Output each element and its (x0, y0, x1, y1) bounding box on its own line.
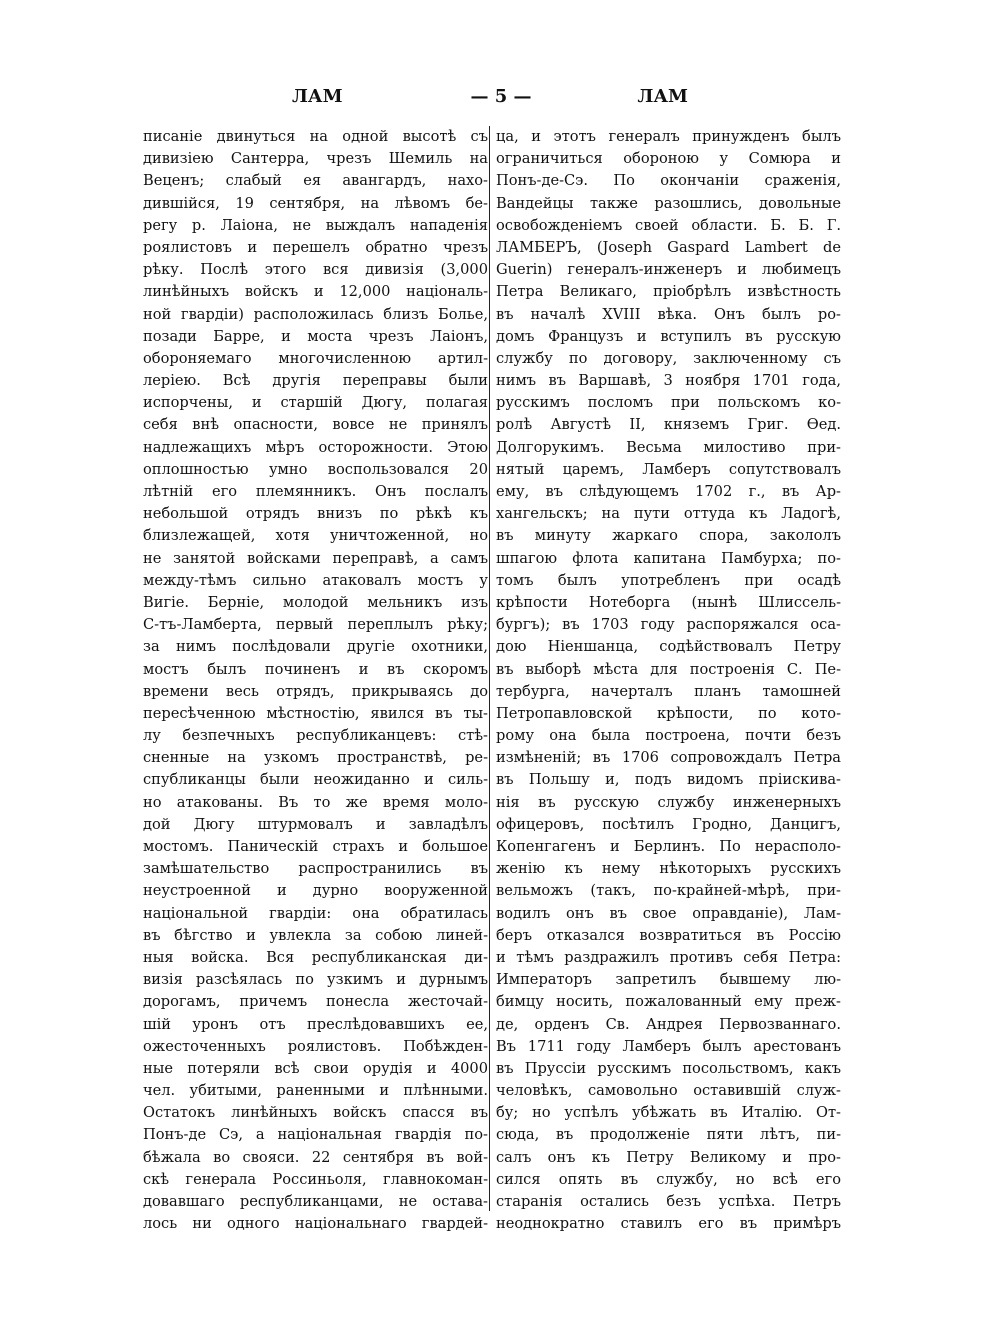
text-line: въ минуту жаркаго спора, закололъ (496, 527, 841, 545)
text-line: Долгорукимъ. Весьма милостиво при- (496, 438, 841, 456)
text-line: крѣпости Нотеборга (нынѣ Шлиссель- (496, 593, 841, 611)
text-line: офицеровъ, посѣтилъ Гродно, Данцигъ, (496, 815, 841, 833)
text-line: бимцу носить, пожалованный ему преж- (496, 993, 841, 1011)
text-line: Остатокъ линѣйныхъ войскъ спасся въ (143, 1104, 488, 1122)
text-line: въ началѣ XVIII вѣка. Онъ былъ ро- (496, 305, 841, 323)
text-line: обороняемаго многочисленною артил- (143, 349, 488, 367)
text-line: но атакованы. Въ то же время моло- (143, 793, 488, 811)
text-line: дивизіею Сантерра, чрезъ Шемиль на (143, 150, 488, 168)
text-line: времени весь отрядъ, прикрываясь до (143, 682, 488, 700)
text-line: дою Ніеншанца, содѣйствовалъ Петру (496, 638, 841, 656)
text-line: неустроенной и дурно вооруженной (143, 882, 488, 900)
text-line: ныя войска. Вся республиканская ди- (143, 948, 488, 966)
text-line: Вигіе. Берніе, молодой мельникъ изъ (143, 593, 488, 611)
text-line: ограничиться обороною у Сомюра и (496, 150, 841, 168)
text-line: позади Барре, и моста чрезъ Лаіонъ, (143, 327, 488, 345)
text-line: спубликанцы были неожиданно и силь- (143, 771, 488, 789)
text-line: бу; но успѣлъ убѣжать въ Италію. От- (496, 1104, 841, 1122)
text-line: дой Дюгу штурмовалъ и завладѣлъ (143, 815, 488, 833)
text-line: салъ онъ къ Петру Великому и про- (496, 1148, 841, 1166)
text-line: Копенгагенъ и Берлинъ. По нерасполо- (496, 838, 841, 855)
text-line: мостъ былъ починенъ и въ скоромъ (143, 660, 488, 678)
text-line: въ выборѣ мѣста для построенія С. Пе- (496, 660, 841, 678)
text-line: де, орденъ Св. Андрея Первозваннаго. (496, 1015, 841, 1033)
text-line: роялистовъ и перешелъ обратно чрезъ (143, 238, 488, 256)
text-line: домъ Французъ и вступилъ въ русскую (496, 327, 841, 345)
text-line: дившійся, 19 сентября, на лѣвомъ бе- (143, 194, 488, 212)
text-line: службу по договору, заключенному съ (496, 349, 841, 367)
text-line: хангельскъ; на пути оттуда къ Ладогѣ, (496, 505, 841, 523)
text-line: и тѣмъ раздражилъ противъ себя Петра: (496, 948, 841, 966)
text-line: дорогамъ, причемъ понесла жесточай- (143, 993, 488, 1011)
text-line: небольшой отрядъ внизъ по рѣкѣ къ (143, 505, 488, 523)
text-line: нія въ русскую службу инженерныхъ (496, 793, 841, 811)
text-line: леріею. Всѣ другія переправы были (143, 372, 488, 390)
text-line: Веценъ; слабый ея авангардъ, нахо- (143, 172, 488, 190)
text-line: водилъ онъ въ свое оправданіе), Лам- (496, 904, 841, 922)
text-line: старанія остались безъ успѣха. Петръ (496, 1193, 841, 1210)
left-text-column (143, 126, 488, 1235)
text-line: освобожденіемъ своей области. Б. Б. Г. (496, 216, 841, 234)
text-line: Понъ-де Сэ, а національная гвардія по- (143, 1126, 488, 1144)
page-header (140, 86, 840, 116)
text-line: въ Польшу и, подъ видомъ пріискива- (496, 771, 841, 789)
text-line: визія разсѣялась по узкимъ и дурнымъ (143, 971, 488, 989)
text-line: неоднократно ставилъ его въ примѣръ (496, 1215, 841, 1233)
text-line: между-тѣмъ сильно атаковалъ мостъ у (143, 571, 488, 589)
text-line: Guerin) генералъ-инженеръ и любимецъ (496, 261, 841, 279)
text-line: ной гвардіи) расположилась близъ Больe, (143, 305, 488, 323)
text-line: измѣненій; въ 1706 сопровождалъ Петра (496, 749, 841, 767)
text-line: въ бѣгство и увлекла за собою линей- (143, 926, 488, 944)
text-line: скѣ генерала Россиньоля, главнокоман- (143, 1170, 488, 1188)
text-line: линѣйныхъ войскъ и 12,000 національ- (143, 283, 488, 301)
text-line: ожесточенныхъ роялистовъ. Побѣжден- (143, 1037, 488, 1055)
text-line: довавшаго республиканцами, не остава- (143, 1193, 488, 1210)
right-text-column (496, 126, 841, 1235)
text-line: женію къ нему нѣкоторыхъ русскихъ (496, 860, 841, 878)
text-line: сился опять въ службу, но всѣ его (496, 1170, 841, 1188)
text-line: надлежащихъ мѣръ осторожности. Этою (143, 438, 488, 456)
text-line: за нимъ послѣдовали другіе охотники, (143, 638, 488, 656)
text-line: себя внѣ опасности, вовсе не принялъ (143, 416, 488, 434)
text-line: сюда, въ продолженіе пяти лѣтъ, пи- (496, 1126, 841, 1144)
text-line: регу р. Лаіона, не выждалъ нападенія (143, 216, 488, 234)
text-line: ные потеряли всѣ свои орудія и 4000 (143, 1059, 488, 1077)
text-line: бургъ); въ 1703 году распоряжался оса- (496, 616, 841, 634)
text-line: Вандейцы также разошлись, довольные (496, 194, 841, 212)
text-line: національной гвардіи: она обратилась (143, 904, 488, 922)
text-line: беръ отказался возвратиться въ Россію (496, 926, 841, 944)
text-line: ему, въ слѣдующемъ 1702 г., въ Ар- (496, 483, 841, 500)
text-line: мостомъ. Паническій страхъ и большое (143, 838, 488, 855)
text-line: шпагою флота капитана Памбурха; по- (496, 549, 841, 567)
text-line: пересѣченною мѣстностію, явился въ ты- (143, 704, 488, 722)
running-head-right: ЛАМ (637, 86, 688, 107)
text-line: сненные на узкомъ пространствѣ, ре- (143, 749, 488, 767)
text-line: Петра Великаго, пріобрѣлъ извѣстность (496, 283, 841, 301)
text-line: въ Пруссіи русскимъ посольствомъ, какъ (496, 1059, 841, 1077)
text-line: человѣкъ, самовольно оставившій служ- (496, 1082, 841, 1100)
text-line: не занятой войсками переправѣ, а самъ (143, 549, 488, 567)
text-line: лу безпечныхъ республиканцевъ: стѣ- (143, 727, 488, 745)
text-line: испорчены, и старшій Дюгу, полагая (143, 394, 488, 412)
text-line: рѣку. Послѣ этого вся дивизія (3,000 (143, 261, 488, 279)
text-line: ЛАМБЕРЪ, (Joseph Gaspard Lambert de (496, 238, 841, 256)
text-line: тербурга, начерталъ планъ тамошней (496, 682, 841, 700)
text-line: замѣшательство распространились въ (143, 860, 488, 878)
text-line: нятый царемъ, Ламберъ сопутствовалъ (496, 460, 841, 478)
text-line: бѣжала во свояси. 22 сентября въ вой- (143, 1148, 488, 1166)
text-line: Петропавловской крѣпости, по кото- (496, 704, 841, 722)
text-line: томъ былъ употребленъ при осадѣ (496, 571, 841, 589)
text-line: вельможъ (такъ, по-крайней-мѣрѣ, при- (496, 882, 841, 900)
text-line: чел. убитыми, раненными и плѣнными. (143, 1082, 488, 1100)
column-divider (489, 126, 490, 1211)
text-line: лѣтній его племянникъ. Онъ послалъ (143, 483, 488, 500)
text-line: оплошностью умно воспользовался 20 (143, 460, 488, 478)
text-line: рому она была построена, почти безъ (496, 727, 841, 745)
text-line: лось ни одного національнаго гвардей- (143, 1215, 488, 1233)
text-line: ца, и этотъ генералъ принужденъ былъ (496, 128, 841, 145)
running-head-left: ЛАМ (292, 86, 343, 107)
text-line: С-тъ-Ламберта, первый переплылъ рѣку; (143, 616, 488, 634)
text-line: нимъ въ Варшавѣ, 3 ноября 1701 года, (496, 372, 841, 390)
text-line: писаніе двинуться на одной высотѣ съ (143, 128, 488, 145)
text-line: Понъ-де-Сэ. По окончаніи сраженія, (496, 172, 841, 190)
text-line: русскимъ посломъ при польскомъ ко- (496, 394, 841, 412)
text-line: ролѣ Августѣ II, княземъ Григ. Ѳед. (496, 416, 841, 434)
text-line: близлежащей, хотя уничтоженной, но (143, 527, 488, 545)
text-line: Императоръ запретилъ бывшему лю- (496, 971, 841, 989)
page-number: — 5 — (470, 86, 532, 107)
text-line: шій уронъ отъ преслѣдовавшихъ ее, (143, 1015, 488, 1033)
text-line: Въ 1711 году Ламберъ былъ арестованъ (496, 1037, 841, 1055)
